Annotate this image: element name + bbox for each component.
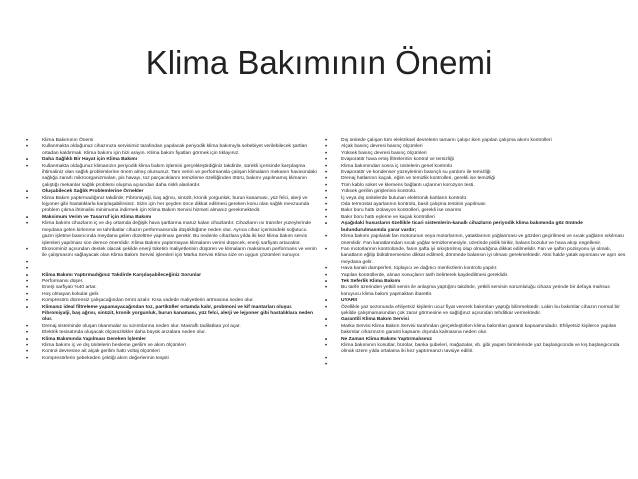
left-bullet-list — [26, 138, 319, 362]
bullet-text: Fan motorlarının kontrolünde, fanın şafta iyi sıkıştırılmış olup olmadığına dikkat edilmelidir. Fan ve şaftın pozisyonu iyi olmalı, kanatların eğilip bükülmemesine dikkat edilmeli, dönmede balansın iyi olması gerekmektedir. Aksi halde yatak aşınması ve aşırı ses meydana gelir. — [341, 246, 626, 265]
bullet-text: İç veya dış ünitelerde bulunan elektronik kartların kontrolü — [341, 195, 467, 201]
bullet-dot-icon: • — [26, 349, 29, 356]
bullet-item — [325, 247, 628, 266]
bullet-text: Bu tarife üzerinden yetkili servis ile anlaşma yaptığını takdirde, yetkili servisin sorumluluğu cihaza yerinde bir defaya mahsus koruyucu klima bakım yapmaktan ibarettir. — [341, 285, 610, 297]
bullet-text: UYARI! — [341, 298, 358, 304]
bullet-item — [26, 221, 319, 247]
bullet-text: Drenaj sisteminde oluşan tıkanmalar su sızıntılarına neden olur. Masraflı tadilatlara yol açar. — [42, 323, 241, 329]
bullet-text: Yüksek basınç devresi basınç ölçümleri — [341, 150, 427, 156]
bullet-dot-icon: • — [325, 304, 328, 311]
bullet-dot-icon: • — [26, 355, 29, 362]
bullet-text: Kullanmakta olduğunuz klimanızın periyodik klima bakım işlemini gerçekleştirdiğiniz takdirde, sürekli içerisinde karşılaşma ihtimaliniz olan sağlık problemlerine önem almış olursunuz. Tam verim ve performansla çalışan klimaların mekanın havasındaki sağlığa zararlı mikroorganizmaları, pis havayı, toz parçacıklarını temizleme özelliğinden ötürü, bakımı yapılmamış klimanın çalıştığı mekanlar sağlık problemi oluşma açısından daha riskli alanlardır. — [42, 163, 317, 188]
bullet-text: Drenaj hatlarının kaçak, eğim ve temizlik kontrolleri, gerekli ise temizliği — [341, 176, 496, 182]
right-column — [325, 138, 628, 369]
bullet-item — [325, 221, 628, 234]
bullet-dot-icon: • — [26, 298, 29, 305]
bullet-text: Klima bakımından sonra iç ünitelerin genel kontrolü — [341, 163, 452, 169]
bullet-text: Bakır boru hattı izolasyon kontrolleri, gerekli ise onarımı — [341, 208, 462, 214]
bullet-text: Klima Bakımının Önemi — [42, 138, 94, 143]
bullet-dot-icon: • — [325, 150, 328, 157]
bullet-dot-icon: • — [325, 343, 328, 349]
bullet-dot-icon: • — [325, 234, 328, 241]
bullet-text: Klima bakımı cihazların iç ve dış ortamda değişik hava şartlarına maruz kalan cihazlardır. Cihazların ısı transfer yüzeylerinde meydana gelen kirlenme ve tahribatlar cihazın performansında düşüklüğüne neden olur. Ayrıca cihaz içerisindeki soğutucu gazın işletme basıncında meydana gelen düzeltme yapılması gerekir. Bu nedenle cihazlara yılda iki kez klima bakım servis işlemleri yapılması son derece önemlidir. Klima Bakımı yaptırmayan klimaların verimi düşecek, enerji sarfiyatı artacaktır. — [42, 221, 312, 246]
bullet-text: Ne Zaman Klima Bakımı Yaptırmalısınız — [341, 336, 432, 342]
bullet-dot-icon: • — [325, 144, 328, 151]
bullet-text: Evaporatör hava emiş filtrelerinin kontrol ve temizliği — [341, 157, 454, 163]
bullet-text: Klima bakımı yapılarak fan motorunun veya motorlarının, yataklarının yağlanması ve gözden geçirilmesi ve sıcak yağların sıkılması önemlidir. Fan kanatlarından sıcak yağlar temizlenmesiyle, üzerinde pislik birikir, balans bozulur ve hava akışı engellenir. — [341, 234, 624, 246]
bullet-dot-icon: • — [325, 189, 328, 196]
bullet-dot-icon: • — [325, 298, 328, 305]
bullet-item — [325, 324, 628, 337]
bullet-dot-icon: • — [26, 189, 29, 196]
bullet-text: Evaporatör ve kondenser yüzeylerinin basınçlı su yardımı ile temizliği — [341, 170, 491, 176]
bullet-text: Performansı düşer. — [42, 278, 84, 284]
bullet-text: Oluşabilecek Sağlık Problemlerine Örnekler — [42, 189, 144, 195]
left-column — [26, 138, 319, 362]
bullet-dot-icon: • — [325, 285, 328, 292]
bullet-text: Tüm kablo soket ve klemens bağlantı uçlarının korozyon testi. — [341, 182, 475, 188]
bullet-dot-icon: • — [325, 202, 328, 209]
bullet-item — [26, 305, 319, 324]
bullet-text: Kompresörlerin şebekeden çektiği akım değerlerinin tespiti — [42, 355, 169, 361]
bullet-dot-icon: • — [325, 266, 328, 273]
bullet-text: Enerji sarfiyatı %40 artar. — [42, 285, 97, 291]
bullet-text: Yüksek gerilim girişlerinin kontrolü. — [341, 189, 417, 195]
bullet-item — [325, 343, 628, 356]
bullet-text: Dış ünitede çalışan tüm elektriksel devrelerin tamamı çalışır iken yapılan çalışma akımı kontrolleri — [341, 138, 552, 143]
right-bullet-list — [325, 138, 628, 369]
bullet-dot-icon: • — [26, 342, 29, 349]
bullet-item — [325, 285, 628, 298]
bullet-item — [26, 164, 319, 190]
bullet-dot-icon: • — [26, 323, 29, 330]
bullet-text: Klimanız ideal filtreleme yapamayacağından toz, partiküller ortamda kalır, probmoni ve kif mantarları oluşur. Fibromiyalji, baş ağrısı, sinüzit, kronik yorgunluk, burun kanaması, yüz felci, alerji ve lejyoner gibi hastalıklara neden olur. — [42, 304, 313, 323]
bullet-text: Klima Bakımı Yaptırmadığınız Takdirde Karşılaşabileceğiniz Sorunlar — [42, 272, 202, 278]
bullet-dot-icon: • — [26, 278, 29, 285]
bullet-text: Marka Servisi Klima Bakım Servisi tarafından gerçekleştirilen klima bakımları garanti kapsamındadır. Ehliyetsiz kişilerce yapılan bakımlar cihazınızın garanti kapsamı dışında kalmasına neden olur. — [341, 323, 617, 336]
bullet-dot-icon: • — [325, 272, 328, 279]
bullet-text: Kullanmakta olduğunuz cihazınıza servisimiz tarafından yapılacak periyodik klima bakımıyla sebebiyet verilebilecek şartları ortadan kaldırmak. Klima bakımı için bizi arayın. Klima bakım fiyatları görmek için tıklayınız. — [42, 144, 308, 156]
bullet-text: Klima Bakımında Yapılması Gereken İşlemler — [42, 336, 147, 342]
bullet-dot-icon: • — [325, 170, 328, 177]
bullet-text: Klima Bakım yaptırmadığınız takdirde; Fibromiyalji, baş ağrısı, sinüzit, kronik yorgunluk, burun kanaması, yüz felci, alerji ve lejyoner gibi hastalıklarla karşılaşabilirsiniz. Sizin için her şeyden önce dikkat edilmesi gereken konu olan sağlık mevzuunda problem çıkma ihtimalini minimuma indirmek için Klima Bakım Servisi hizmeti almanız gerekmektedir. — [42, 195, 310, 214]
bullet-dot-icon: • — [325, 214, 328, 221]
bullet-dot-icon: • — [325, 336, 328, 343]
bullet-text: Hava kanalı damperleri, toplayıcı ve dağıtıcı menfezlerin kontrolü yapılır. — [341, 266, 498, 272]
bullet-text: Bakır boru hattı eşleme ve kaçak kontrolleri — [341, 214, 435, 220]
bullet-dot-icon: • — [325, 195, 328, 202]
bullet-dot-icon: • — [325, 221, 328, 228]
bullet-text: Hoş olmayan kokular gelir. — [42, 291, 100, 297]
bullet-dot-icon: • — [26, 259, 29, 266]
bullet-text: Klima bakımı iç ve dış ünitelerin besleme gerilim ve akım ölçümleri — [42, 342, 186, 348]
bullet-dot-icon: • — [26, 285, 29, 292]
bullet-dot-icon: • — [325, 138, 328, 144]
bullet-text: Yapılan kontrollerde, alınan sonuçların tarih belirterek kaydedilmesi gereklidir. — [341, 272, 509, 278]
bullet-text: Garantili Klima Bakım Servisi — [341, 317, 409, 323]
bullet-dot-icon: • — [26, 221, 29, 228]
bullet-item — [26, 247, 319, 260]
bullet-text: Kontrol devresine ait alçak gerilim hattı voltaj ölçümleri — [42, 349, 160, 355]
bullet-dot-icon: • — [325, 208, 328, 215]
bullet-dot-icon: • — [325, 278, 328, 285]
page-title: Klima Bakımının Önemi — [145, 44, 493, 81]
bullet-text: Daha Sağlıklı Bir Hayat için Klima Bakımı — [42, 157, 138, 163]
bullet-item — [26, 356, 319, 362]
bullet-dot-icon: • — [26, 157, 29, 164]
bullet-item — [325, 234, 628, 247]
bullet-dot-icon: • — [26, 291, 29, 298]
bullet-dot-icon: • — [325, 163, 328, 170]
bullet-dot-icon: • — [26, 336, 29, 343]
bullet-dot-icon: • — [26, 144, 29, 151]
bullet-text: Kompresörü düzensiz çalışacağından ömrü azalır. Kısa vadede maliyetlerin artmasına neden olur. — [42, 298, 254, 304]
bullet-dot-icon: • — [325, 246, 328, 253]
bullet-dot-icon: • — [26, 214, 29, 221]
bullet-dot-icon: • — [325, 176, 328, 183]
bullet-dot-icon: • — [325, 323, 328, 330]
bullet-dot-icon: • — [325, 355, 328, 362]
bullet-dot-icon: • — [325, 317, 328, 324]
bullet-dot-icon: • — [26, 266, 29, 273]
bullet-item — [26, 144, 319, 157]
bullet-text: Ekonominiz açısından destek olacak şekilde enerji tüketim maliyetlerinin düşüren ve klimaların maksimum performans ve verim ile çalışmasını sağlayacak olan Klima Bakım Servisi işlemleri için Marka Servisi Klima size en uygun çözümleri sunuyor. — [42, 246, 317, 259]
bullet-text: Alçak basınç devresi basınç ölçümleri — [341, 144, 423, 150]
bullet-text: Maksimum Verim ve Tasarruf için Klima Bakımı — [42, 214, 152, 220]
bullet-text: Özellikle yaz sezonunda ehliyetsiz kişilerin ucuz fiyat vererek bakımları yaptığı bilinmektedir. Lakin bu bakımlar cihazın normal bir şekilde çalışmamasından çok zarar görmesine ve sağlığınız açısından tehditkar vermektedir. — [341, 304, 620, 316]
bullet-item — [325, 362, 628, 368]
bullet-dot-icon: • — [325, 362, 328, 369]
bullet-dot-icon: • — [26, 272, 29, 279]
bullet-text: Aşağıdaki hususların özellikle ticari sistemlerin-kanallı cihazların periyodik klima bakımında göz önünde bulundurulmasında yarar vardır; — [341, 221, 583, 233]
bullet-dot-icon: • — [325, 182, 328, 189]
bullet-dot-icon: • — [26, 163, 29, 170]
bullet-dot-icon: • — [325, 157, 328, 164]
bullet-item — [26, 196, 319, 215]
bullet-dot-icon: • — [26, 304, 29, 311]
bullet-dot-icon: • — [26, 246, 29, 253]
bullet-dot-icon: • — [26, 138, 29, 144]
bullet-text: Oda termostat ayarlarının kontrolü, basit çalışma testinin yapılması — [341, 202, 486, 208]
bullet-text: Klima bakımının konutlar, bürolar, banka şubeleri, mağazalar, vb. gibi yaşam birimlerinde yaz başlangıcında ve kış başlangıcında olmak üzere yılda ortalama iki kez yaptırmanızı tavsiye ediliri. — [341, 343, 620, 355]
bullet-text: Elektrik tesisatında oluşacak ölçüsüzlükler daha büyük arızalara neden olur. — [42, 330, 206, 336]
bullet-dot-icon: • — [26, 330, 29, 337]
bullet-text: Tek Seferlik Klima Bakımı — [341, 278, 401, 284]
bullet-item — [325, 305, 628, 318]
bullet-dot-icon: • — [26, 195, 29, 202]
